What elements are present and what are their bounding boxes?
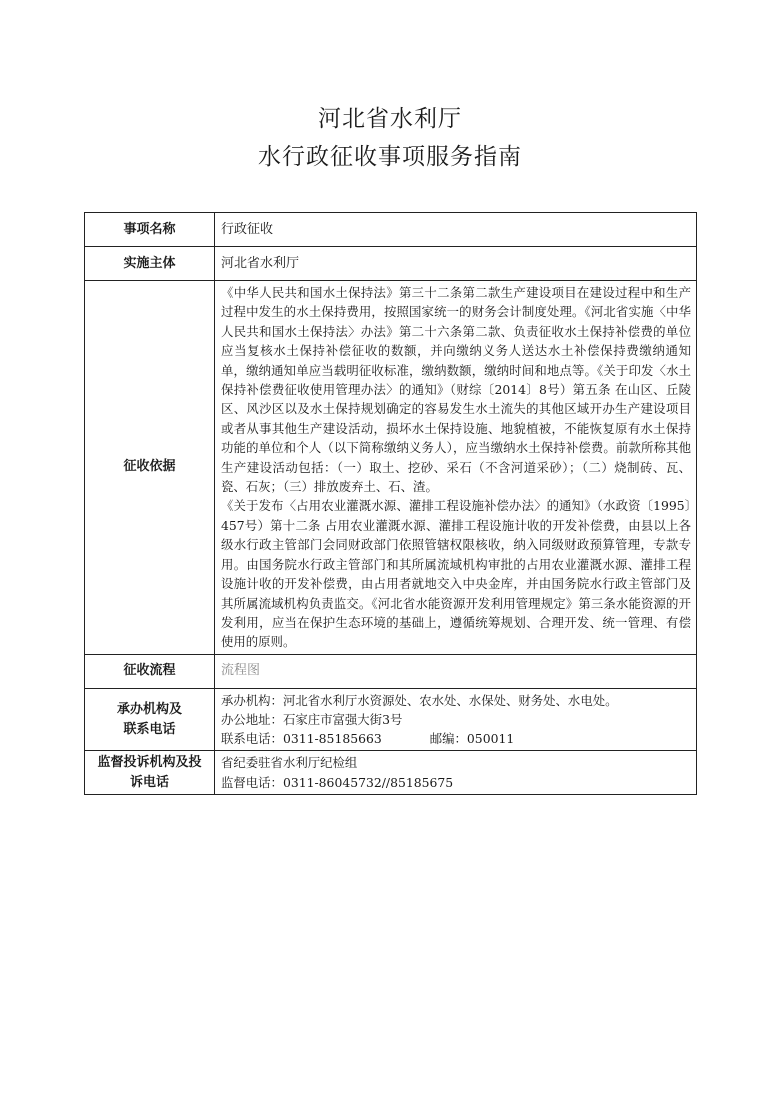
- title-line-guide: 水行政征收事项服务指南: [258, 144, 522, 170]
- supervision-agency-text: 省纪委驻省水利厅纪检组: [221, 755, 358, 771]
- handling-agency-label-line-2: 联系电话: [123, 721, 176, 737]
- handling-agency-label: [85, 688, 215, 751]
- row-collection-basis: [85, 281, 697, 655]
- supervision-phone-text: 监督电话：0311-86045732//85185675: [221, 774, 454, 790]
- row-collection-process: [85, 654, 697, 688]
- basis-paragraph-1: 《中华人民共和国水土保持法》第三十二条第二款生产建设项目在建设过程中和生产过程中发生的水土保持费用，按照国家统一的财务会计制度处理。《河北省实施〈中华人民共和国水土保持法〉办法》第二十六条第二款、负责征收水土保持补偿费的单位应当复核水土保持补偿征收的数额，并向缴纳义务人送达水土补偿保持费缴纳通知单，缴纳通知单应当载明征收标准，缴纳数额，缴纳时间和地点等。《关于印发〈水土保持补偿费征收使用管理办法〉的通知》（财综〔2014〕8号）第五条 在山区、丘陵区、风沙区以及水土保持规划确定的容易发生水土流失的其他区域开办生产建设项目或者从事其他生产建设活动，损坏水土保持设施、地貌植被，不能恢复原有水土保持功能的单位和个人（以下简称缴纳义务人），应当缴纳水土保持补偿费。前款所称其他生产建设活动包括：（一）取土、挖砂、采石（不含河道采砂）；（二）烧制砖、瓦、瓷、石灰；（三）排放废弃土、石、渣。: [221, 285, 691, 495]
- supervision-label-line-2: 诉电话: [129, 774, 169, 790]
- service-guide-table: [84, 212, 697, 795]
- title-line-agency: 河北省水利厅: [318, 106, 462, 132]
- contact-line: [221, 729, 690, 748]
- row-item-name: [85, 213, 697, 247]
- supervision-value: [215, 751, 697, 794]
- item-name-value: 行政征收: [215, 213, 697, 247]
- flowchart-link[interactable]: 流程图: [215, 654, 697, 688]
- row-handling-agency: [85, 688, 697, 751]
- handling-agency-text: 承办机构：河北省水利厅水资源处、农水处、水保处、财务处、水电处。: [221, 692, 618, 708]
- implementing-body-value: 河北省水利厅: [215, 247, 697, 281]
- postcode-text: 邮编：050011: [429, 731, 515, 747]
- collection-basis-value: [215, 281, 697, 655]
- handling-agency-value: [215, 688, 697, 751]
- basis-paragraph-2: 《关于发布〈占用农业灌溉水源、灌排工程设施补偿办法〉的通知》（水政资〔1995〕457号）第十二条 占用农业灌溉水源、灌排工程设施计收的开发补偿费，由县以上各级水行政主管部门会同财政部门依照管辖权限核收，纳入同级财政预算管理，专款专用。由国务院水行政主管部门和其所属流域机构审批的占用农业灌溉水源、灌排工程设施计收的开发补偿费，由占用者就地交入中央金库，并由国务院水行政主管部门及其所属流域机构负责监交。《河北省水能资源开发利用管理规定》第三条水能资源的开发利用，应当在保护生态环境的基础上，遵循统筹规划、合理开发、统一管理、有偿使用的原则。: [221, 498, 691, 650]
- contact-phone-text: 联系电话：0311-85185663: [221, 731, 382, 747]
- document-title: [0, 100, 780, 176]
- collection-basis-label: 征收依据: [85, 281, 215, 655]
- handling-agency-label-line-1: 承办机构及: [116, 701, 182, 717]
- office-address-text: 办公地址：石家庄市富强大街3号: [221, 711, 403, 727]
- implementing-body-label: 实施主体: [85, 247, 215, 281]
- supervision-label: [85, 751, 215, 794]
- supervision-label-line-1: 监督投诉机构及投: [97, 754, 202, 770]
- row-implementing-body: [85, 247, 697, 281]
- item-name-label: 事项名称: [85, 213, 215, 247]
- collection-process-label: 征收流程: [85, 654, 215, 688]
- row-supervision: [85, 751, 697, 794]
